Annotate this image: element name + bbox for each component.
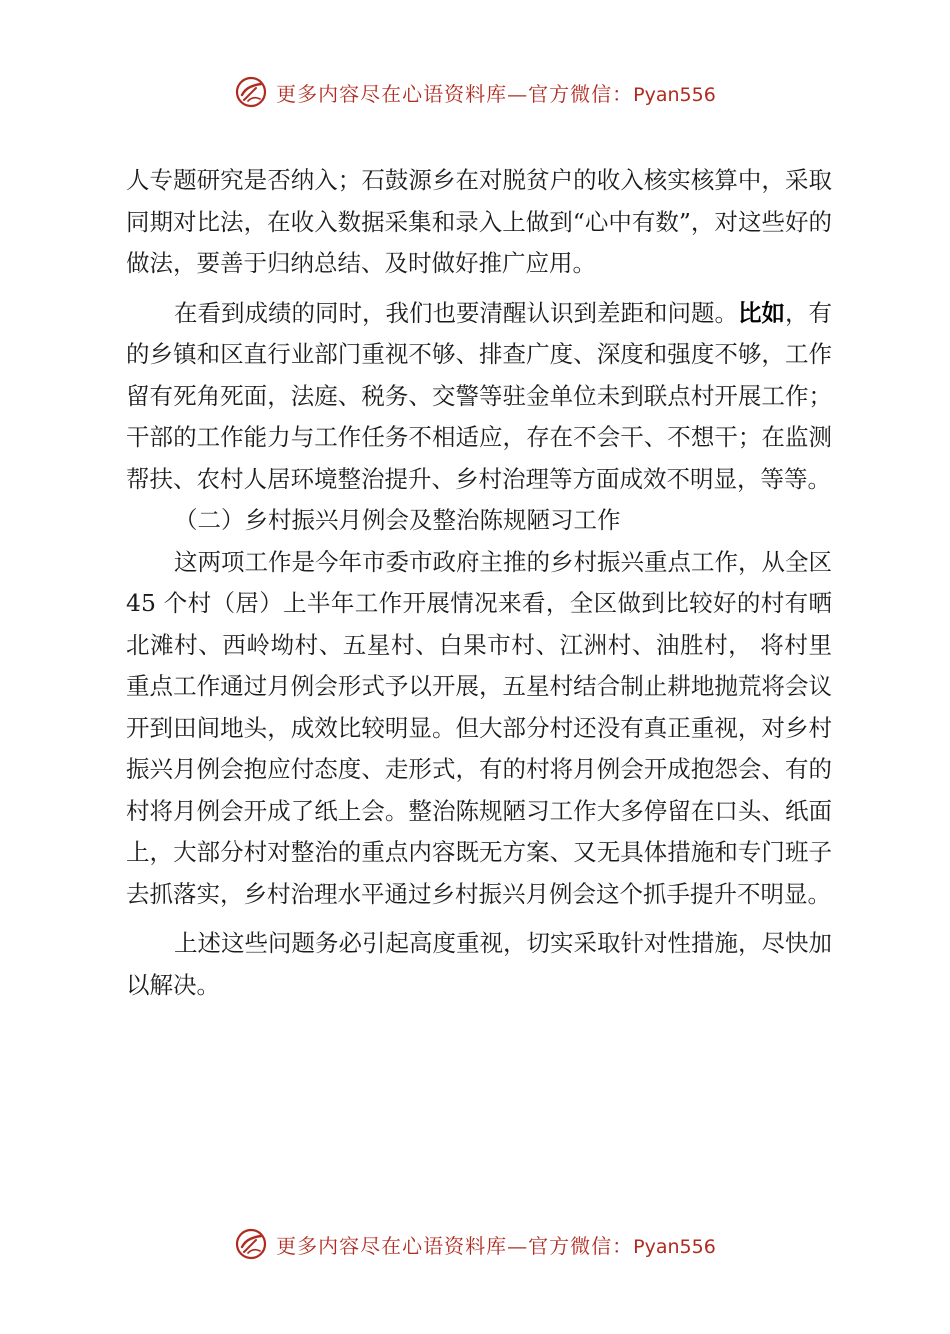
- watermark-wechat-id: Pyan556: [633, 1235, 716, 1258]
- paragraph-3: 这两项工作是今年市委市政府主推的乡村振兴重点工作，从全区 45 个村（居）上半年工作开展情况来看，全区做到比较好的村有晒北滩村、西岭坳村、五星村、白果市村、江洲村、油胜村， 将村里重点工作通过月例会形式予以开展，五星村结合制止耕地抛荒将会议开到田间地头，成效比较明显。但大部分村还没有真正重视，对乡村振兴月例会抱应付态度、走形式，有的村将月例会开成抱怨会、有的村将月例会开成了纸上会。整治陈规陋习工作大多停留在口头、纸面上，大部分村对整治的重点内容既无方案、又无具体措施和专门班子去抓落实，乡村治理水平通过乡村振兴月例会这个抓手提升不明显。: [126, 547, 832, 908]
- paragraph-2-lead: 在看到成绩的同时，我们也要清醒认识到差距和问题。: [174, 298, 738, 327]
- watermark-logo-icon: [234, 1227, 268, 1261]
- paragraph-2: [126, 293, 832, 501]
- watermark-wechat-id: Pyan556: [633, 83, 716, 106]
- watermark-logo-icon: [234, 75, 268, 109]
- paragraph-4: 上述这些问题务必引起高度重视，切实采取针对性措施，尽快加以解决。: [126, 929, 832, 999]
- document-body: [126, 160, 832, 1006]
- section-heading: （二）乡村振兴月例会及整治陈规陋习工作: [174, 506, 621, 534]
- paragraph-2-bold: 比如: [738, 298, 785, 327]
- footer-watermark: [0, 1224, 950, 1264]
- watermark-text: 更多内容尽在心语资料库—官方微信：Pyan556: [276, 81, 716, 106]
- paragraph-1: 人专题研究是否纳入；石鼓源乡在对脱贫户的收入核实核算中，采取同期对比法，在收入数据采集和录入上做到“心中有数”，对这些好的做法，要善于归纳总结、及时做好推广应用。: [126, 166, 832, 277]
- paragraph-2-rest: ，有的乡镇和区直行业部门重视不够、排查广度、深度和强度不够，工作留有死角死面，法庭、税务、交警等驻金单位未到联点村开展工作；干部的工作能力与工作任务不相适应，存在不会干、不想干；在监测帮扶、农村人居环境整治提升、乡村治理等方面成效不明显，等等。: [126, 298, 832, 493]
- watermark-text: 更多内容尽在心语资料库—官方微信：Pyan556: [276, 1233, 716, 1258]
- header-watermark: [0, 72, 950, 112]
